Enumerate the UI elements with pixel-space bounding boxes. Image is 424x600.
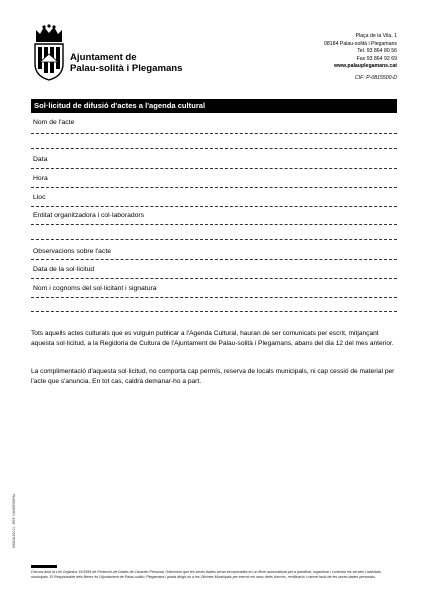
label-data: Data bbox=[33, 156, 48, 163]
website-link[interactable]: www.palauplegamans.cat bbox=[334, 63, 397, 70]
label-nom-acte: Nom de l'acte bbox=[33, 119, 75, 126]
org-line-1: Ajuntament de bbox=[70, 52, 137, 63]
label-hora: Hora bbox=[33, 175, 48, 182]
input-line-nom-sollicitant-2[interactable] bbox=[31, 311, 397, 312]
input-line-entitat-2[interactable] bbox=[31, 239, 397, 240]
address-line: Plaça de la Vila, 1 bbox=[355, 33, 397, 39]
label-nom-sollicitant: Nom i cognoms del sol·licitant i signatura bbox=[33, 285, 157, 292]
privacy-footnote: D'acord amb la Llei Orgànica 15/1999 de Protecció de Dades de Caràcter Personal, l'informem que les seves dades seran incorporades en un fitxer automatitzat per a planificar, organitzar i controlar els serveis i activitats municipals. El Responsable dels fitxers és l'Ajuntament de Palau-solità i Plegamans i podrà dirigir-se a les Oficines Municipals per exercir els seus drets d'accés, rectificació i cancel·lació de les seves dades personals. bbox=[31, 570, 381, 579]
label-data-sollicitud: Data de la sol·licitud bbox=[33, 266, 95, 273]
coat-of-arms-logo bbox=[30, 24, 68, 82]
input-line-nom-sollicitant-1[interactable] bbox=[31, 297, 397, 298]
address-block bbox=[324, 33, 397, 71]
label-entitat: Entitat organitzadora i col·laboradors bbox=[33, 212, 145, 219]
form-title: Sol·licitud de difusió d'actes a l'agenda cultural bbox=[31, 99, 397, 113]
cif-code: CIF: P-0815500-D bbox=[354, 75, 397, 81]
info-paragraph-2: La complimentació d'aquesta sol·licitud, no comporta cap permís, reserva de locals municipals, ni cap cessió de material per l'acte que s'anuncia. En tot cas, caldrà demanar-ho a part. bbox=[31, 368, 395, 385]
address-line: 08184 Palau-solità i Plegamans bbox=[324, 40, 397, 47]
input-line-observacions[interactable] bbox=[31, 259, 397, 260]
input-line-nom-acte-2[interactable] bbox=[31, 148, 397, 149]
organization-name bbox=[70, 52, 183, 74]
input-line-entitat-1[interactable] bbox=[31, 224, 397, 225]
input-line-data-sollicitud[interactable] bbox=[31, 278, 397, 279]
label-observacions: Observacions sobre l'acte bbox=[33, 248, 111, 255]
input-line-nom-acte-1[interactable] bbox=[31, 133, 397, 134]
org-line-2: Palau-solità i Plegamans bbox=[70, 63, 183, 74]
input-line-lloc[interactable] bbox=[31, 206, 397, 207]
input-line-hora[interactable] bbox=[31, 187, 397, 188]
input-line-data[interactable] bbox=[31, 168, 397, 169]
document-reference-code: MOD/AJ/2011 - REF. NUMERO/PAL bbox=[12, 493, 16, 548]
label-lloc: Lloc bbox=[33, 194, 46, 201]
address-line: Fax 93 864 92 69 bbox=[356, 55, 397, 62]
footnote-divider bbox=[31, 565, 57, 568]
info-paragraph-1: Tots aquells actes culturals que es vulguin publicar a l'Agenda Cultural, hauran de ser comunicats per escrit, mitjançant aquesta sol·licitud, a la Regidoria de Cultura de l'Ajuntament de Palau-solità i Plegamans, abans del dia 12 del mes anterior. bbox=[31, 330, 394, 347]
address-line: Tel. 93 864 80 56 bbox=[357, 48, 397, 55]
